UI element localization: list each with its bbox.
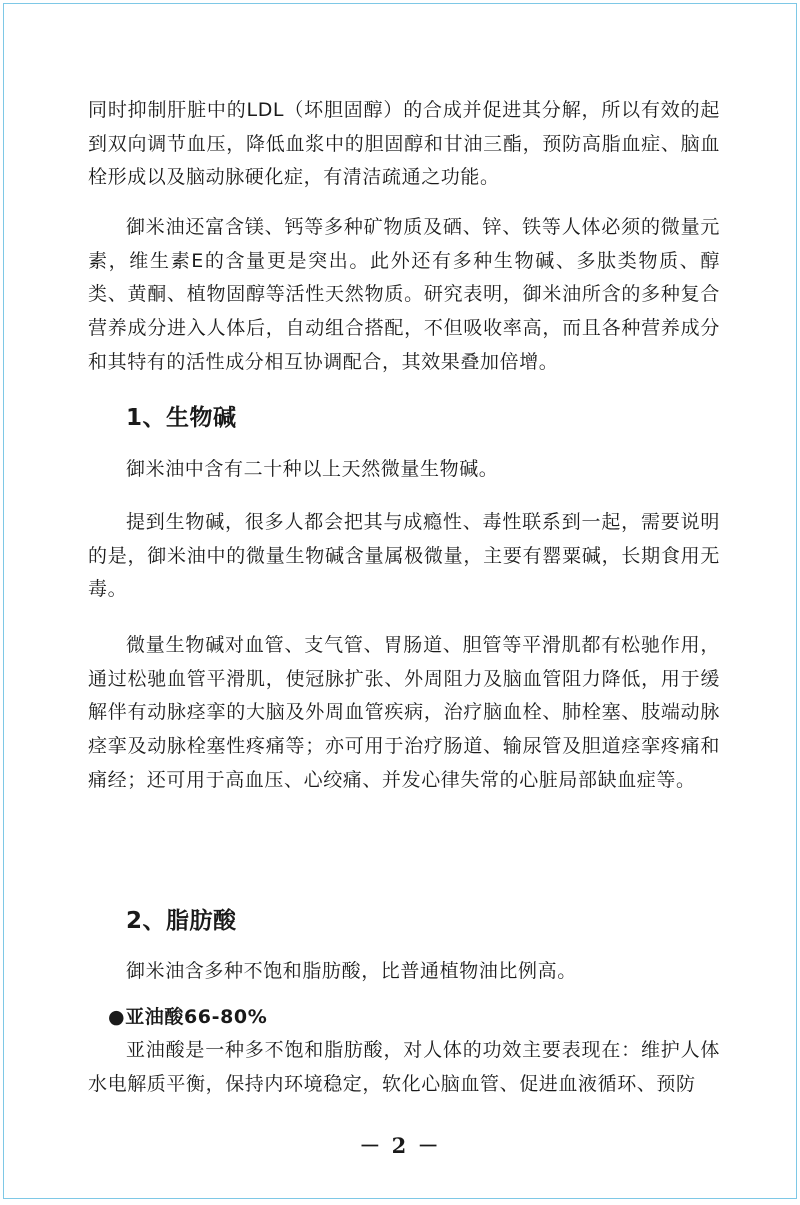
paragraph-alkaloids-safety: 提到生物碱，很多人都会把其与成瘾性、毒性联系到一起，需要说明的是，御米油中的微量生物碱含量属极微量，主要有罂粟碱，长期食用无毒。 (88, 511, 720, 601)
paragraph-alkaloids-effects: 微量生物碱对血管、支气管、胃肠道、胆管等平滑肌都有松驰作用，通过松驰血管平滑肌，使冠脉扩张、外周阻力及脑血管阻力降低，用于缓解伴有动脉痉挛的大脑及外周血管疾病，治疗脑血栓、肺栓塞、肢端动脉痉挛及动脉栓塞性疼痛等；亦可用于治疗肠道、输尿管及胆道痉挛疼痛和痛经；还可用于高血压、心绞痛、并发心律失常的心脏局部缺血症等。 (88, 634, 720, 791)
page-number: － 2 － (359, 1133, 441, 1158)
paragraph-linoleic-acid: 亚油酸是一种多不饱和脂肪酸，对人体的功效主要表现在：维护人体水电解质平衡，保持内环境稳定，软化心脑血管、促进血液循环、预防 (88, 1039, 720, 1095)
paragraph-minerals: 御米油还富含镁、钙等多种矿物质及硒、锌、铁等人体必须的微量元素，维生素E的含量更是突出。此外还有多种生物碱、多肽类物质、醇类、黄酮、植物固醇等活性天然物质。研究表明，御米油所含的多种复合营养成分进入人体后，自动组合搭配，不但吸收率高，而且各种营养成分和其特有的活性成分相互协调配合，其效果叠加倍增。 (88, 216, 720, 373)
paragraph-intro-continued: 同时抑制肝脏中的LDL（坏胆固醇）的合成并促进其分解，所以有效的起到双向调节血压，降低血浆中的胆固醇和甘油三酯，预防高脂血症、脑血栓形成以及脑动脉硬化症，有清洁疏通之功能。 (88, 99, 720, 189)
section-heading-fatty-acids: 2、脂肪酸 (126, 908, 237, 934)
section-heading-alkaloids: 1、生物碱 (126, 405, 237, 431)
bullet-dot-icon: ● (108, 1006, 126, 1028)
paragraph-alkaloids-count: 御米油中含有二十种以上天然微量生物碱。 (126, 458, 499, 480)
paragraph-fatty-acids-intro: 御米油含多种不饱和脂肪酸，比普通植物油比例高。 (126, 960, 577, 982)
document-page (3, 3, 797, 1199)
bullet-linoleic-acid (108, 1002, 267, 1029)
bullet-title-text: 亚油酸66-80% (125, 1006, 268, 1028)
